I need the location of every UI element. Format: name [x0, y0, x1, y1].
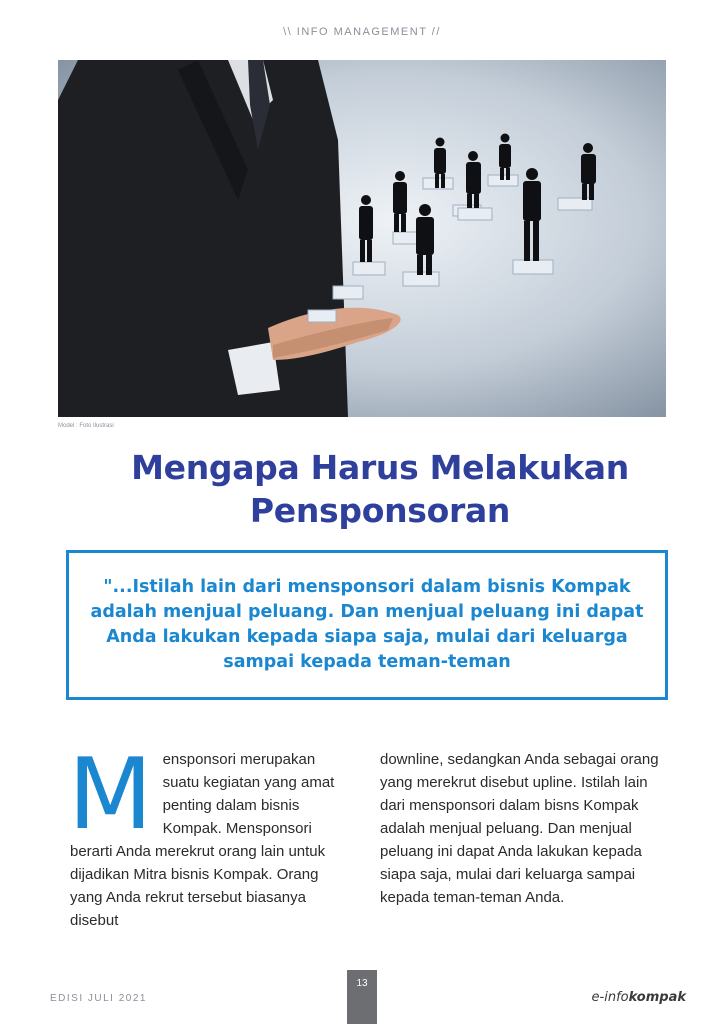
- hero-image: [58, 60, 666, 417]
- body-column-left: [68, 738, 345, 932]
- pull-quote-box: [66, 550, 668, 700]
- brand-prefix: e-info: [591, 990, 629, 1005]
- brand-logo: [592, 990, 686, 1005]
- drop-cap: M: [68, 738, 153, 852]
- image-caption: Model : Foto Ilustrasi: [58, 423, 114, 429]
- article-title: [60, 446, 700, 532]
- title-line-1: Mengapa Harus Melakukan: [131, 448, 629, 487]
- body-text-right: downline, sedangkan Anda sebagai orang yang merekrut disebut upline. Istilah lain dari mensponsori dalam bisns Kompak adalah menjual peluang. Dan menjual peluang ini dapat Anda lakukan kepada siapa saja, mulai dari keluarga sampai kepada teman-teman Anda.: [380, 751, 659, 906]
- body-column-right: [380, 748, 670, 909]
- brand-bold: kompak: [628, 990, 686, 1005]
- section-tag: \\ INFO MANAGEMENT //: [283, 26, 441, 38]
- pull-quote: "...Istilah lain dari mensponsori dalam bisnis Kompak adalah menjual peluang. Dan menjual peluang ini dapat Anda lakukan kepada siapa saja, mulai dari keluarga sampai kepada teman-teman: [90, 577, 644, 672]
- edition-label: EDISI JULI 2021: [50, 993, 147, 1004]
- body-text-left: ensponsori merupakan suatu kegiatan yang amat penting dalam bisnis Kompak. Mensponsori berarti Anda merekrut orang lain untuk dijadikan Mitra bisnis Kompak. Orang yang Anda rekrut tersebut biasanya disebut: [70, 751, 335, 929]
- page-number: 13: [356, 978, 368, 989]
- title-line-2: Pensponsoran: [249, 491, 511, 530]
